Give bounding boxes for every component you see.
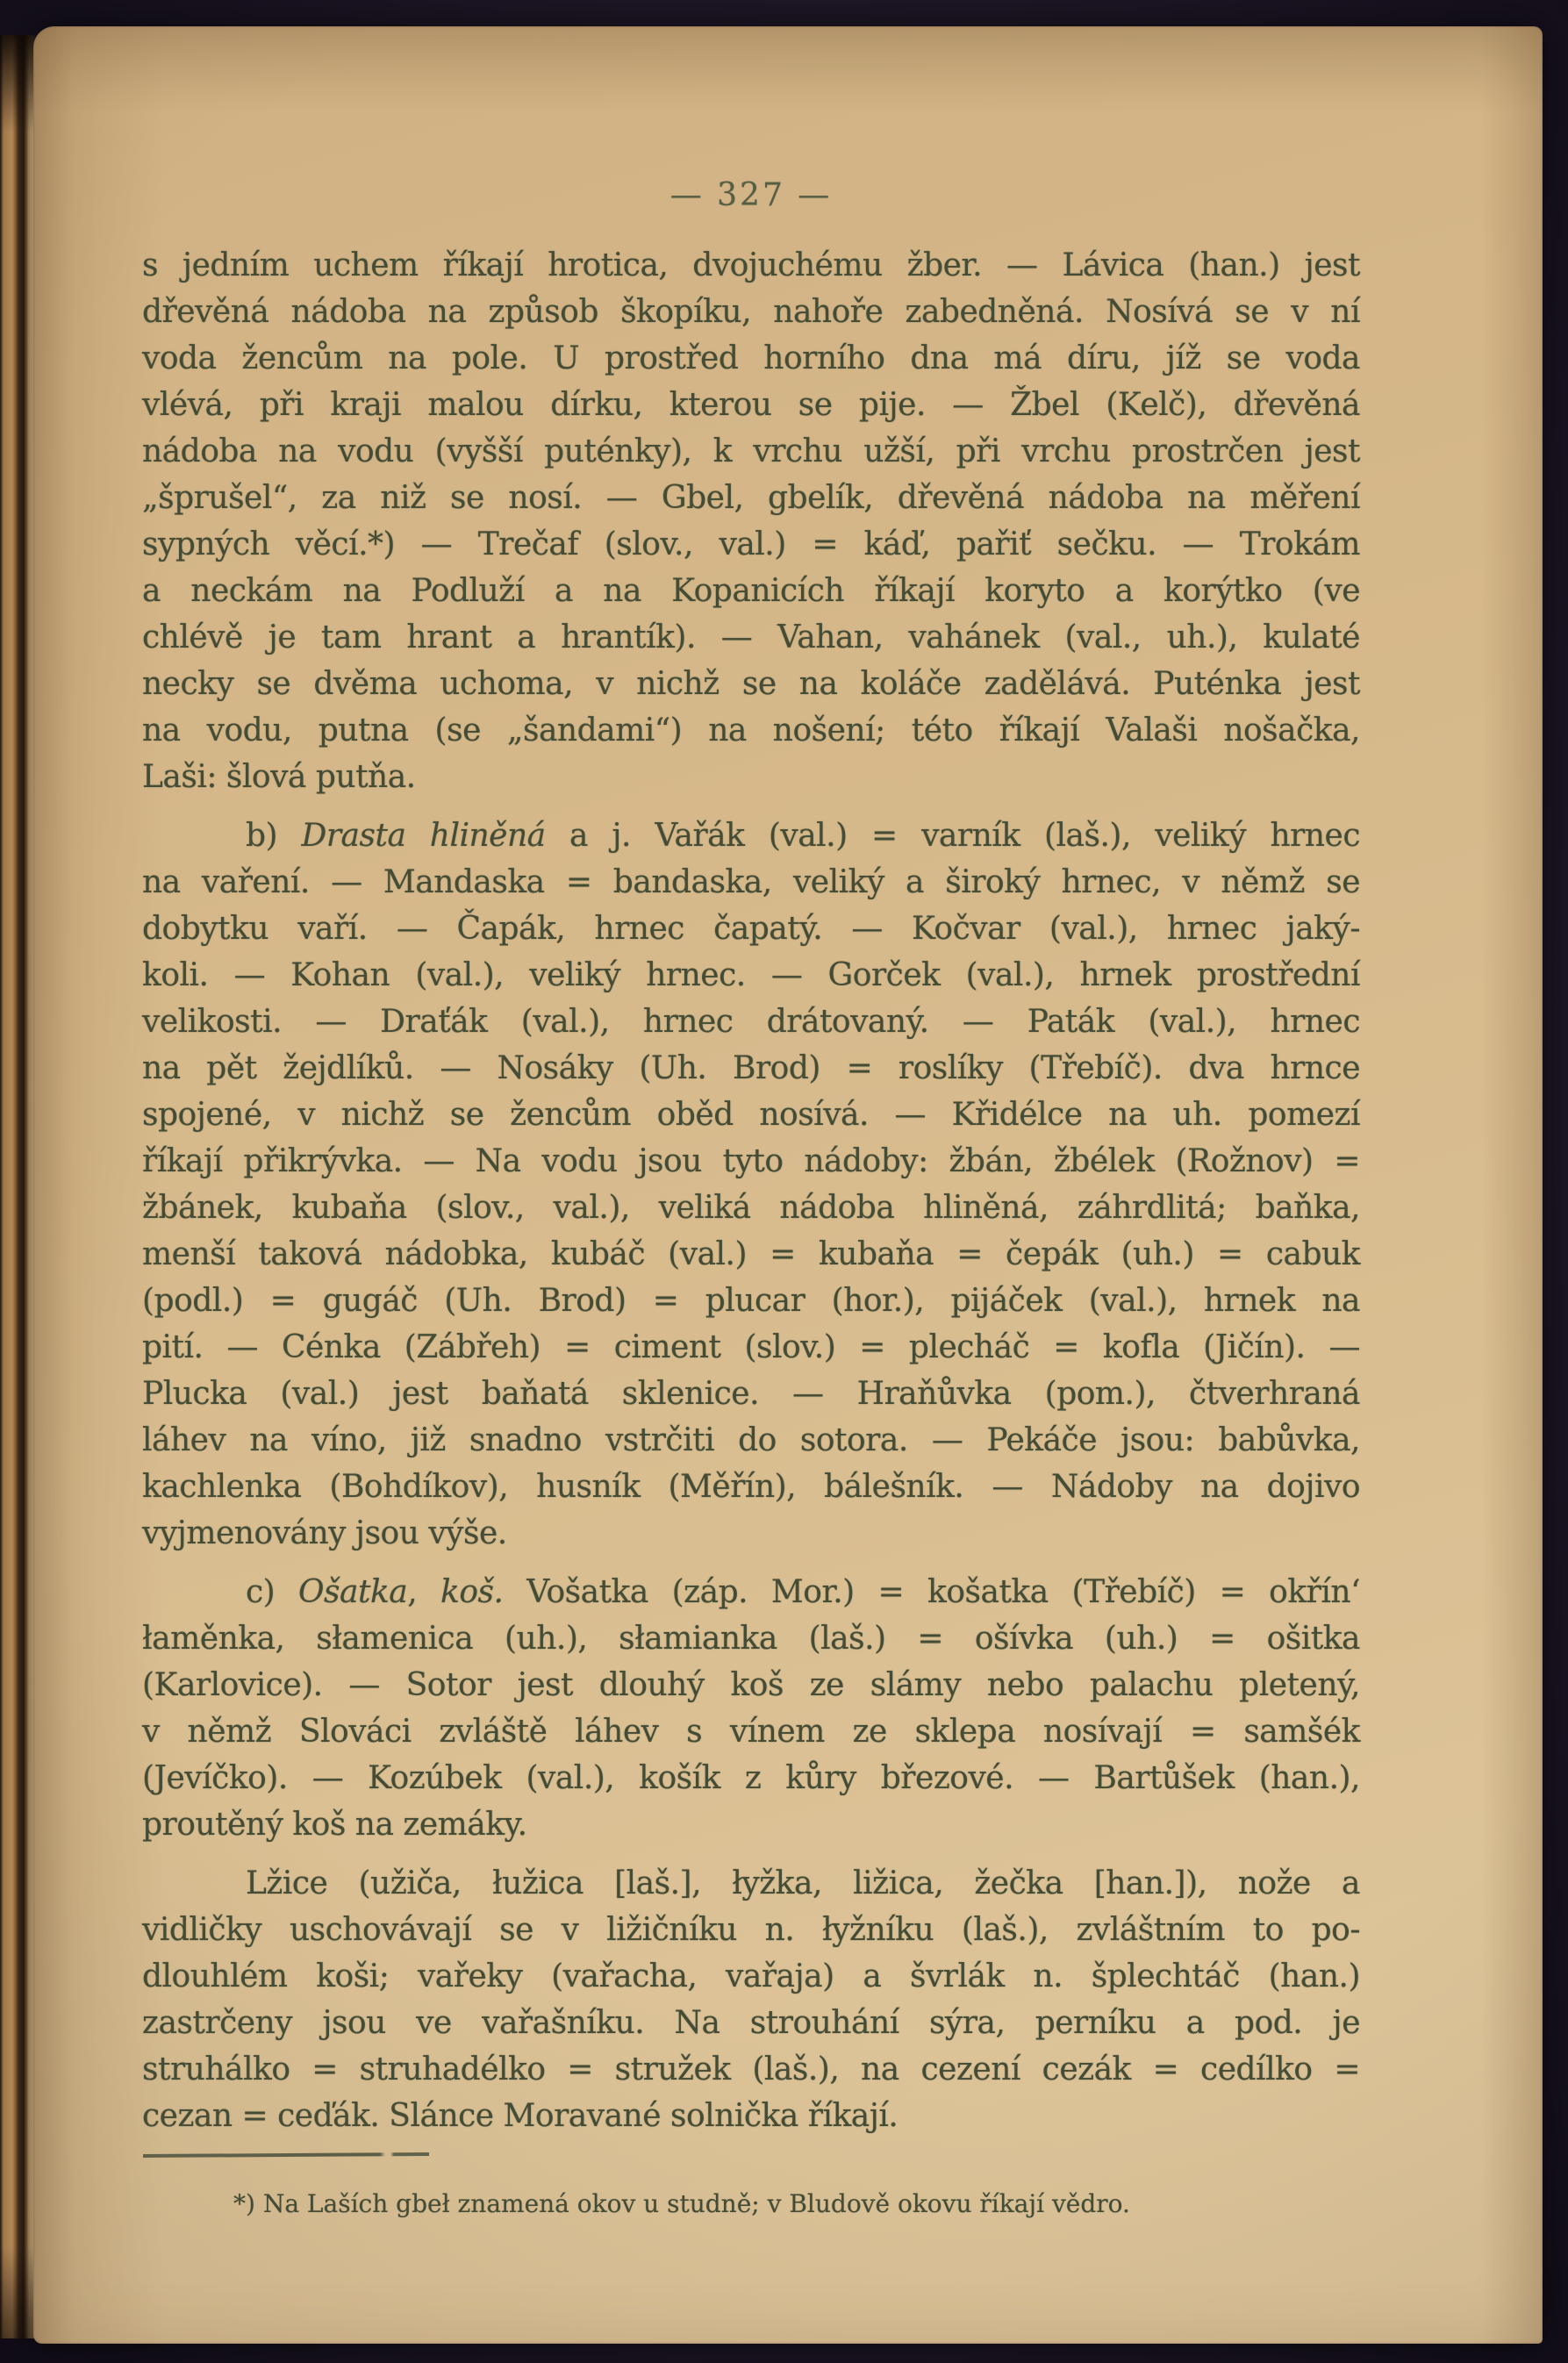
text-line <box>142 999 1360 1045</box>
text-line <box>142 1510 1360 1557</box>
text-line <box>142 2046 1360 2093</box>
text-line <box>142 428 1360 475</box>
line-text: spojené, v nichž se žencům oběd nosívá. — Křidélce na uh. pomezí <box>142 1097 1360 1133</box>
line-text: na vaření. — Mandaska = bandaska, veliký a široký hrnec, v němž se <box>142 864 1360 900</box>
text-line <box>142 289 1360 335</box>
line-text: dobytku vaří. — Čapák, hrnec čapatý. — Kočvar (val.), hrnec jaký- <box>142 911 1360 947</box>
line-text: pití. — Cénka (Zábřeh) = ciment (slov.) = plecháč = kofla (Jičín). — <box>142 1329 1360 1365</box>
text-line <box>142 707 1360 754</box>
line-text: c) <box>246 1574 299 1610</box>
line-text: zastrčeny jsou ve vařašníku. Na strouhání sýra, perníku a pod. je <box>142 2005 1360 2041</box>
line-italic-text: koš. <box>440 1574 504 1610</box>
footnote-divider <box>143 2152 429 2158</box>
text-line <box>142 754 1360 800</box>
line-text: na pět žejdlíků. — Nosáky (Uh. Brod) = roslíky (Třebíč). dva hrnce <box>142 1050 1360 1086</box>
line-text: vyjmenovány jsou výše. <box>142 1515 507 1551</box>
line-text: Lžice (užiča, łužica [laš.], łyžka, ližica, žečka [han.]), nože a <box>246 1865 1360 1901</box>
text-line <box>142 568 1360 614</box>
line-text: koli. — Kohan (val.), veliký hrnec. — Gorček (val.), hrnek prostřední <box>142 957 1360 993</box>
line-text: (Karlovice). — Sotor jest dlouhý koš ze slámy nebo palachu pletený, <box>142 1667 1360 1703</box>
text-line <box>142 1615 1360 1662</box>
text-line <box>142 1755 1360 1801</box>
text-line <box>142 335 1360 382</box>
line-text: s jedním uchem říkají hrotica, dvojuchému žber. — Lávica (han.) jest <box>142 247 1360 283</box>
line-text: a j. Vařák (val.) = varník (laš.), veliký hrnec <box>545 818 1360 854</box>
book-gutter-edge <box>0 35 35 2338</box>
line-text: „šprušel“, za niž se nosí. — Gbel, gbelík, dřevěná nádoba na měření <box>142 480 1360 516</box>
line-text: říkají přikrývka. — Na vodu jsou tyto nádoby: žbán, žbélek (Rožnov) = <box>142 1143 1360 1179</box>
text-line <box>142 1045 1360 1092</box>
text-line <box>142 813 1360 859</box>
text-line <box>142 1662 1360 1708</box>
text-line <box>142 1185 1360 1231</box>
line-italic-text: Ošatka <box>298 1574 408 1610</box>
text-line <box>142 2000 1360 2046</box>
text-line <box>142 1907 1360 1953</box>
text-line <box>142 614 1360 661</box>
line-text: a neckám na Podluží a na Kopanicích říkají koryto a korýtko (ve <box>142 573 1360 609</box>
text-line <box>142 1278 1360 1324</box>
text-line <box>142 906 1360 952</box>
line-text: (podl.) = gugáč (Uh. Brod) = plucar (hor.), pijáček (val.), hrnek na <box>142 1283 1360 1319</box>
line-text: na vodu, putna (se „šandami“) na nošení; této říkají Valaši nošačka, <box>142 712 1360 748</box>
text-line <box>142 475 1360 521</box>
line-text: voda žencům na pole. U prostřed horního dna má díru, jíž se voda <box>142 340 1360 376</box>
page-number: — 327 — <box>669 177 833 213</box>
text-line <box>142 2093 1360 2139</box>
line-text: b) <box>246 818 302 854</box>
line-text: menší taková nádobka, kubáč (val.) = kubaňa = čepák (uh.) = cabuk <box>142 1236 1360 1272</box>
text-line <box>142 1417 1360 1464</box>
line-text: láhev na víno, již snadno vstrčiti do sotora. — Pekáče jsou: babůvka, <box>142 1422 1360 1458</box>
line-text: proutěný koš na zemáky. <box>142 1807 527 1843</box>
book-page <box>33 26 1543 2344</box>
text-line <box>142 521 1360 568</box>
line-text: žbánek, kubaňa (slov., val.), veliká nádoba hliněná, záhrdlitá; baňka, <box>142 1190 1360 1226</box>
line-text: dlouhlém koši; vařeky (vařacha, vařaja) a švrlák n. šplechtáč (han.) <box>142 1958 1360 1994</box>
line-text: Laši: šlová putňa. <box>142 759 416 795</box>
text-line <box>142 859 1360 906</box>
text-line <box>142 1860 1360 1907</box>
text-line <box>142 1324 1360 1371</box>
line-text: łaměnka, słamenica (uh.), słamianka (laš.) = ošívka (uh.) = ošitka <box>142 1621 1360 1657</box>
line-text: dřevěná nádoba na způsob škopíku, nahoře zabedněná. Nosívá se v ní <box>142 294 1360 330</box>
line-text: kachlenka (Bohdíkov), husník (Měřín), bálešník. — Nádoby na dojivo <box>142 1469 1360 1505</box>
line-text: chlévě je tam hrant a hrantík). — Vahan, vahánek (val., uh.), kulaté <box>142 619 1360 655</box>
text-line <box>142 661 1360 707</box>
line-text: vidličky uschovávají se v ližičníku n. łyžníku (laš.), zvláštním to po- <box>142 1912 1360 1948</box>
line-text: struhálko = struhadélko = stružek (laš.), na cezení cezák = cedílko = <box>142 2052 1360 2087</box>
line-text: velikosti. — Draťák (val.), hrnec drátovaný. — Paták (val.), hrnec <box>142 1004 1360 1040</box>
text-line <box>142 242 1360 289</box>
line-text: v němž Slováci zvláště láhev s vínem ze sklepa nosívají = samšék <box>142 1714 1360 1750</box>
line-italic-text: Drasta hliněná <box>301 818 546 854</box>
text-line <box>142 1801 1360 1848</box>
text-line <box>142 1371 1360 1417</box>
text-line <box>142 1138 1360 1185</box>
text-line <box>142 1464 1360 1510</box>
text-line <box>142 1231 1360 1278</box>
text-line <box>142 1708 1360 1755</box>
body-text <box>142 242 1360 2139</box>
text-line <box>142 1092 1360 1138</box>
text-line <box>142 952 1360 999</box>
footnote-text: *) Na Laších gbeł znamená okov u studně; v Bludově okovu říkají vědro. <box>233 2189 1130 2218</box>
line-text: , <box>407 1574 441 1610</box>
line-text: necky se dvěma uchoma, v nichž se na koláče zadělává. Puténka jest <box>142 666 1360 702</box>
line-text: (Jevíčko). — Kozúbek (val.), košík z kůry březové. — Bartůšek (han.), <box>142 1760 1360 1796</box>
line-text: Plucka (val.) jest baňatá sklenice. — Hraňůvka (pom.), čtverhraná <box>142 1376 1360 1412</box>
line-text: nádoba na vodu (vyšší puténky), k vrchu užší, při vrchu prostrčen jest <box>142 433 1360 469</box>
text-line <box>142 382 1360 428</box>
line-text: vlévá, při kraji malou dírku, kterou se pije. — Žbel (Kelč), dřevěná <box>142 387 1360 423</box>
text-line <box>142 1953 1360 2000</box>
text-line <box>142 1569 1360 1615</box>
line-text: Vošatka (záp. Mor.) = košatka (Třebíč) = okřín‘ <box>503 1574 1361 1610</box>
line-text: sypných věcí.*) — Trečaf (slov., val.) = káď, pařiť sečku. — Trokám <box>142 526 1360 562</box>
line-text: cezan = ceďák. Slánce Moravané solnička říkají. <box>142 2098 899 2134</box>
